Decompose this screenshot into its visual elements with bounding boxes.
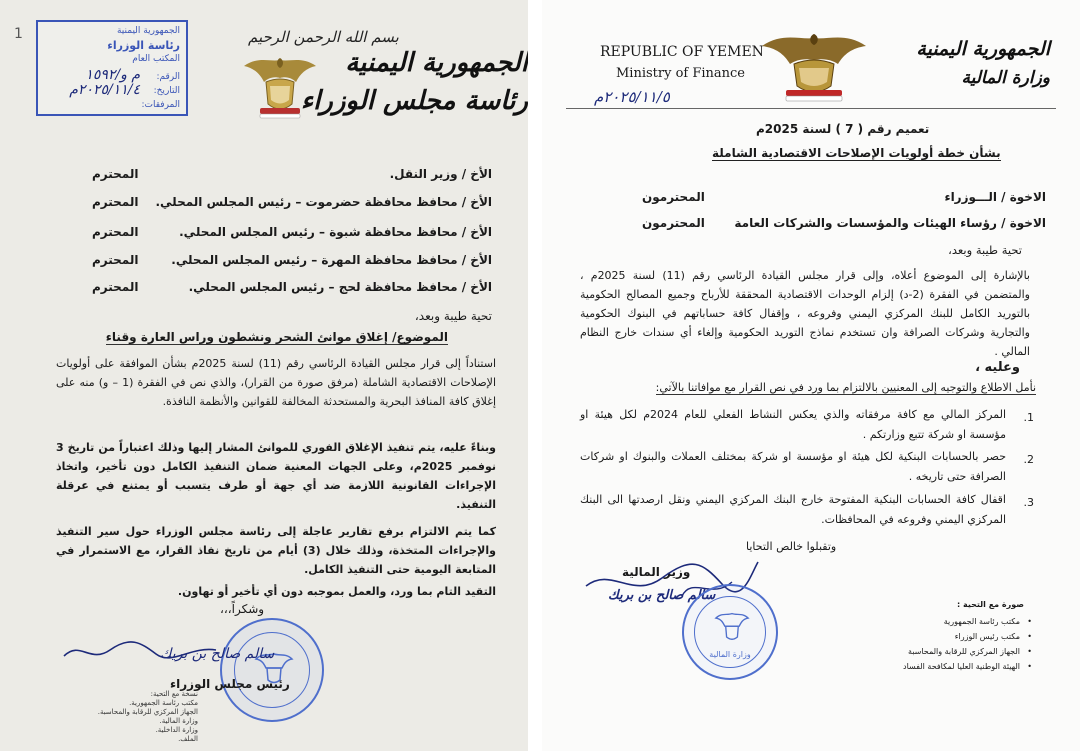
left-recipient-1-honorific: المحترم [92, 167, 139, 181]
item-3-text: اقفال كافة الحسابات البنكية المفتوحة خارج البنك المركزي اليمني ونقل ارصدتها الى البنك المركزي اليمني وفروعه في المحافظات. [580, 493, 1006, 526]
handwritten-date: ٢٠٢٥/١١/٥م [594, 88, 670, 106]
left-recipient-4: الأخ / محافظ محافظة المهرة – رئيس المجلس المحلي. [171, 253, 492, 267]
stamp-line-2: رئاسة الوزراء [107, 39, 180, 52]
left-header-line-1: الجمهورية اليمنية [345, 48, 528, 78]
left-paragraph-3: كما يتم الالتزام برفع تقارير عاجلة إلى رئاسة مجلس الوزراء حول سير التنفيذ والإجراءات المتخذة، وذلك خلال (3) أيام من تاريخ نفاذ القرار، مع الاستمرار في المتابعة اليومية حتى التنفيذ الكامل. [56, 525, 496, 576]
en-header-line-1: REPUBLIC OF YEMEN [600, 44, 764, 60]
right-recipient-2: الاخوة / رؤساء الهيئات والمؤسسات والشركات العامة [734, 216, 1046, 230]
ar-header-line-2: وزارة المالية [961, 68, 1050, 88]
basmala: بسم الله الرحمن الرحيم [248, 28, 399, 46]
left-recipient-3: الأخ / محافظ محافظة شبوة – رئيس المجلس المحلي. [179, 225, 492, 239]
seal-text: وزارة المالية [709, 650, 751, 659]
right-recipient-2-honorific: المحترمون [642, 216, 705, 230]
left-document [0, 0, 528, 751]
right-document [542, 0, 1080, 751]
stamp-attachments-label: المرفقات: [141, 100, 180, 110]
en-header-line-2: Ministry of Finance [616, 66, 746, 81]
left-cc-item-1: مكتب رئاسة الجمهورية. [129, 699, 198, 707]
right-round-seal [682, 584, 778, 680]
item-2-text: حصر بالحسابات البنكية لكل هيئة او مؤسسة او شركة بمختلف العملات والبنوك او شركات الصرافة حتى تاريخه . [580, 450, 1006, 483]
right-signatory-name: سالم صالح بن بريك [608, 588, 716, 603]
seal-eagle-icon [714, 610, 750, 646]
right-greeting: تحية طيبة وبعد، [948, 243, 1022, 257]
page-number: 1 [14, 26, 23, 42]
item-number-3: 3. [1023, 496, 1034, 509]
left-recipient-5: الأخ / محافظ محافظة لحج – رئيس المجلس المحلي. [188, 280, 492, 294]
stamp-ref-value: م و/١٥٩٢ [85, 67, 140, 83]
left-cc-item-4: وزارة الداخلية. [155, 726, 198, 734]
right-closing: وتقبلوا خالص التحايا [746, 540, 837, 553]
left-recipient-1: الأخ / وزير النقل. [389, 167, 492, 181]
left-paragraph-4: التقيد التام بما ورد، والعمل بموجبه دون أي تأخير أو تهاون. [177, 585, 496, 598]
right-cc-item-4: الهيئة الوطنية العليا لمكافحة الفساد [903, 662, 1020, 671]
left-cc-item-5: الملف. [178, 735, 198, 743]
item-number-2: 2. [1023, 453, 1034, 466]
left-greeting: تحية طيبة وبعد، [414, 309, 492, 323]
cc-bullet-2: • [1027, 632, 1032, 641]
therefore-heading: وعليه ، [975, 360, 1020, 375]
left-signature-scribble [60, 636, 220, 666]
right-signatory-title: وزير المالية [622, 565, 691, 579]
left-recipient-2: الأخ / محافظ محافظة حضرموت – رئيس المجلس المحلي. [155, 195, 492, 209]
right-recipient-1-honorific: المحترمون [642, 190, 705, 204]
page-divider [528, 0, 542, 751]
right-cc-item-1: مكتب رئاسة الجمهورية [943, 617, 1020, 626]
right-paragraph: بالإشارة إلى الموضوع أعلاه، وإلى قرار مجلس القيادة الرئاسي رقم (11) لسنة 2025م ، والمتضمن في الفقرة (2-د) إلزام الوحدات الاقتصادية المحققة للأرباح وجميع المصالح الحكومية بالتوريد الكامل للبنك المركزي اليمني وفروعه ، وإقفال كافة حساباتهم في البنوك الحكومية والتجارية وشركات الصرافة وان تستخدم نماذج التوريد الحكومية وإلغاء أي سندات خارج النظام المالي . [580, 269, 1030, 358]
left-recipient-2-honorific: المحترم [92, 195, 139, 209]
incoming-stamp [36, 20, 188, 116]
circular-title: تعميم رقم ( 7 ) لسنة 2025م [756, 122, 930, 136]
left-recipient-5-honorific: المحترم [92, 280, 139, 294]
left-paragraph-2: وبناءً عليه، يتم تنفيذ الإغلاق الفوري للموانئ المشار إليها وذلك اعتباراً من تاريخ 3 نوفمبر 2025م، وعلى الجهات المعنية ضمان التنفيذ الكامل دون تأخير، واتخاذ الإجراءات القانونية اللازمة ضد أي جهة أو طرف يتسبب أو يمتنع في عرقلة التنفيذ. [56, 441, 496, 511]
instruction-line: نأمل الاطلاع والتوجيه إلى المعنيين بالالتزام بما ورد في نص القرار مع موافاتنا بالآتي: [655, 381, 1036, 394]
cc-bullet-4: • [1027, 662, 1032, 671]
left-signatory-name: سالم صالح بن بريك [160, 646, 275, 662]
left-recipient-4-honorific: المحترم [92, 253, 139, 267]
left-closing: وشكراً،،، [220, 602, 265, 616]
cc-bullet-3: • [1027, 647, 1032, 656]
right-cc-item-3: الجهاز المركزي للرقابة والمحاسبة [907, 647, 1020, 656]
right-cc-header: صورة مع التحية : [957, 600, 1024, 609]
left-cc-item-3: وزارة المالية. [159, 717, 198, 725]
right-recipient-1: الاخوة / الـــوزراء [944, 190, 1046, 204]
left-subject: الموضوع/ إغلاق موانئ الشحر ونشطون وراس العارة وقناء [105, 330, 448, 344]
stamp-date-label: التاريخ: [153, 86, 180, 96]
left-cc-header: نسخة مع التحية: [150, 690, 198, 698]
right-cc-item-2: مكتب رئيس الوزراء [954, 632, 1020, 641]
stamp-ref-label: الرقم: [156, 72, 180, 82]
left-header-line-2: رئاسة مجلس الوزراء [300, 86, 528, 116]
left-recipient-3-honorific: المحترم [92, 225, 139, 239]
cc-bullet-1: • [1027, 617, 1032, 626]
left-round-seal [220, 618, 324, 722]
stamp-date-value: ٢٠٢٥/١١/٤م [69, 82, 140, 98]
left-paragraph-1: استناداً إلى قرار مجلس القيادة الرئاسي رقم (11) لسنة 2025م بشأن الموافقة على أولويات الإصلاحات الاقتصادية الشاملة (مرفق صورة من القرار)، والذي نص في الفقرة (1 – و) منه على إغلاق كافة المنافذ البحرية والمستحدثة المخالفة للقوانين والأنظمة النافذة. [56, 357, 497, 408]
left-signatory-title: رئيس مجلس الوزراء [170, 677, 290, 691]
stamp-line-1: الجمهورية اليمنية [116, 26, 180, 36]
ar-header-line-1: الجمهورية اليمنية [916, 38, 1050, 60]
left-cc-item-2: الجهاز المركزي للرقابة والمحاسبة. [97, 708, 198, 716]
circular-subtitle: بشأن خطة أولويات الإصلاحات الاقتصادية الشاملة [712, 146, 1001, 160]
item-number-1: 1. [1023, 411, 1034, 424]
item-1-text: المركز المالي مع كافة مرفقاته والذي يعكس النشاط الفعلي للعام 2024م لكل هيئة او مؤسسة او شركة تتبع وزارتكم . [580, 408, 1006, 441]
stamp-line-3: المكتب العام [132, 54, 180, 64]
header-rule [566, 108, 1056, 109]
right-yemen-eagle-emblem [758, 30, 870, 104]
